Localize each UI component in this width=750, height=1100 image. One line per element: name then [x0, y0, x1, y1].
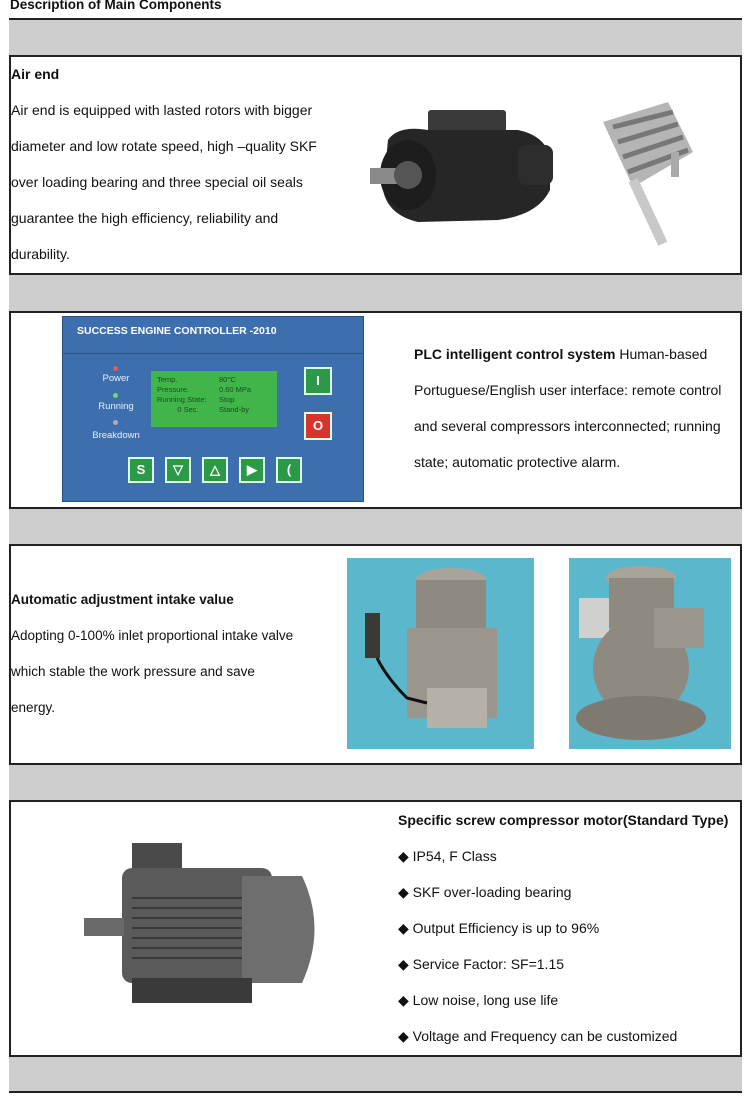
motor-heading: Specific screw compressor motor(Standard Type)	[398, 812, 729, 828]
bullet-text: IP54, F Class	[412, 848, 497, 864]
down-key-icon: ▽	[165, 457, 191, 483]
diamond-bullet-icon: ◆	[398, 920, 409, 936]
lcd-label: Pressure.	[157, 385, 190, 394]
start-button-icon: I	[304, 367, 332, 395]
bullet-item	[398, 1028, 677, 1045]
air-end-heading: Air end	[11, 66, 60, 82]
lcd-label: Temp.	[157, 375, 178, 384]
separator-bar	[9, 273, 742, 313]
separator-bar	[9, 1055, 742, 1093]
bullet-text: Service Factor: SF=1.15	[412, 956, 565, 972]
up-key-icon: △	[202, 457, 228, 483]
body-line: diameter and low rotate speed, high –quality SKF	[11, 138, 317, 154]
bullet-item	[398, 992, 558, 1009]
intake-valve-photo-2	[569, 558, 731, 749]
bullet-text: SKF over-loading bearing	[412, 884, 572, 900]
lcd-value: Stand-by	[219, 405, 250, 414]
page-title: Description of Main Components	[10, 0, 222, 12]
bullet-item	[398, 884, 571, 901]
diamond-bullet-icon: ◆	[398, 884, 409, 900]
air-end-housing-photo	[368, 100, 560, 230]
lcd-label: Running State:	[157, 395, 207, 404]
breakdown-led-icon	[113, 420, 118, 425]
electric-motor-photo	[82, 838, 332, 1013]
bullet-text: Low noise, long use life	[412, 992, 559, 1008]
body-line: over loading bearing and three special oil seals	[11, 174, 303, 190]
intake-text	[11, 582, 293, 726]
body-line: durability.	[11, 246, 70, 262]
body-line: and several compressors interconnected; running	[414, 418, 721, 434]
power-led-label: Power	[102, 373, 130, 384]
right-key-icon: ▶	[239, 457, 265, 483]
bullet-item	[398, 920, 599, 937]
diamond-bullet-icon: ◆	[398, 956, 409, 972]
bullet-text: Output Efficiency is up to 96%	[412, 920, 600, 936]
divider	[63, 353, 363, 354]
separator-bar	[9, 763, 742, 802]
intake-valve-photo-1	[347, 558, 534, 749]
separator-bar	[9, 507, 742, 546]
intake-heading: Automatic adjustment intake value	[11, 592, 234, 607]
lcd-label: 0 Sec.	[177, 405, 199, 414]
body-line: which stable the work pressure and save	[11, 664, 255, 679]
bullet-item	[398, 956, 564, 973]
running-led-label: Running	[98, 401, 134, 412]
body-line: energy.	[11, 700, 56, 715]
diamond-bullet-icon: ◆	[398, 1028, 409, 1044]
stop-button-icon: O	[304, 412, 332, 440]
lcd-display	[151, 371, 277, 427]
lcd-value: Stop	[219, 395, 235, 404]
motor-text	[398, 812, 738, 1052]
set-key-icon: S	[128, 457, 154, 483]
running-led-icon	[113, 393, 118, 398]
body-line: Portuguese/English user interface: remote control	[414, 382, 722, 398]
back-key-icon: (	[276, 457, 302, 483]
plc-text	[414, 336, 721, 480]
controller-title: SUCCESS ENGINE CONTROLLER -2010	[77, 325, 277, 337]
diamond-bullet-icon: ◆	[398, 992, 409, 1008]
screw-rotors-photo	[583, 92, 708, 252]
body-line: state; automatic protective alarm.	[414, 454, 621, 470]
plc-heading: PLC intelligent control system	[414, 346, 616, 362]
lcd-value: 80°C	[219, 375, 236, 384]
diamond-bullet-icon: ◆	[398, 848, 409, 864]
separator-bar	[9, 18, 742, 57]
body-line: Adopting 0-100% inlet proportional intake valve	[11, 628, 294, 643]
controller-panel-image	[62, 316, 364, 502]
breakdown-led-label: Breakdown	[92, 430, 140, 441]
lcd-value: 0.60 MPa	[219, 385, 252, 394]
air-end-text	[11, 56, 317, 272]
bullet-item	[398, 848, 497, 865]
body-line: guarantee the high efficiency, reliability and	[11, 210, 279, 226]
power-led-icon	[113, 366, 118, 371]
body-line: Human-based	[619, 346, 708, 362]
bullet-text: Voltage and Frequency can be customized	[412, 1028, 678, 1044]
body-line: Air end is equipped with lasted rotors with bigger	[11, 102, 313, 118]
